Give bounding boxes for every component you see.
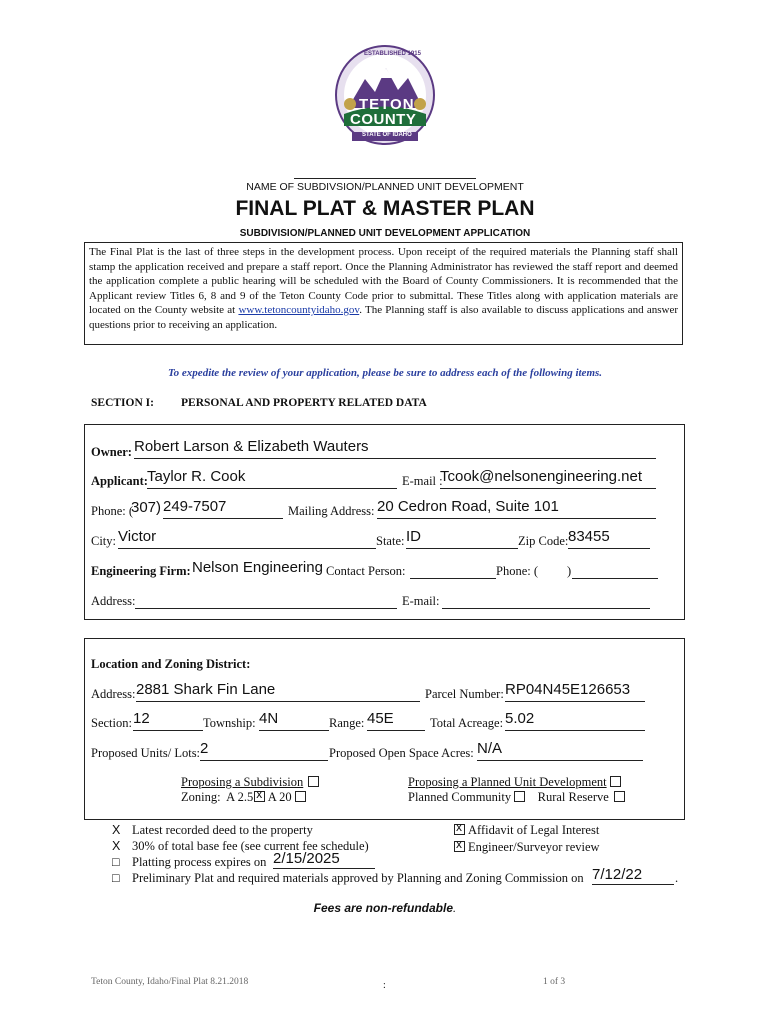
planned-community-label: Planned Community <box>408 790 512 804</box>
pud-checkbox[interactable] <box>610 776 621 787</box>
owner-label: Owner: <box>91 445 132 459</box>
a25-label: A 2.5 <box>226 790 254 804</box>
prelim-period: . <box>675 871 679 885</box>
a20-label: A 20 <box>267 790 292 804</box>
city-label: City: <box>91 534 117 548</box>
expire-checkbox[interactable]: □ <box>112 855 120 869</box>
website-link[interactable]: www.tetoncountyidaho.gov <box>238 304 360 316</box>
proposing-pud-label: Proposing a Planned Unit Development <box>408 775 621 790</box>
parcel-field[interactable]: RP04N45E126653 <box>505 681 645 702</box>
section-num-label: Section: <box>91 716 132 730</box>
state-field[interactable]: ID <box>406 528 518 549</box>
intro-box <box>84 242 683 345</box>
mailing-label: Mailing Address: <box>288 504 375 518</box>
pud-row <box>408 790 625 805</box>
affidavit-item: xAffidavit of Legal Interest <box>454 823 599 838</box>
units-field[interactable]: 2 <box>200 740 328 761</box>
engineer-item: xEngineer/Surveyor review <box>454 840 600 855</box>
prelim-checkbox[interactable]: □ <box>112 871 120 885</box>
open-space-label: Proposed Open Space Acres: <box>329 746 474 760</box>
fees-note: Fees are non-refundable. <box>313 901 457 915</box>
phone-paren: ) <box>156 499 161 516</box>
prelim-item: □ Preliminary Plat and required materials approved by Planning and Zoning Commission on <box>112 871 584 885</box>
subdivision-checkbox[interactable] <box>308 776 319 787</box>
deed-item: X Latest recorded deed to the property <box>112 823 313 837</box>
engineer-checkbox[interactable] <box>454 841 465 852</box>
expire-item: □ Platting process expires on <box>112 855 267 869</box>
parcel-label: Parcel Number: <box>425 687 504 701</box>
expedite-note: To expedite the review of your application, please be sure to address each of the following items. <box>167 367 603 379</box>
email-field[interactable]: Tcook@nelsonengineering.net <box>440 468 656 489</box>
applicant-label: Applicant: <box>91 474 148 488</box>
a25-checkbox[interactable] <box>254 791 265 802</box>
section-label: SECTION I: <box>91 397 154 409</box>
applicant-field[interactable]: Taylor R. Cook <box>147 468 397 489</box>
phone-field[interactable]: 249-7507 <box>163 498 283 519</box>
township-field[interactable]: 4N <box>259 710 329 731</box>
email2-label: E-mail: <box>402 594 440 608</box>
contact-label: Contact Person: <box>326 564 406 578</box>
eng-phone-field[interactable] <box>572 558 658 579</box>
units-label: Proposed Units/ Lots: <box>91 746 201 760</box>
zip-label: Zip Code: <box>518 534 569 548</box>
contact-field[interactable] <box>410 558 496 579</box>
prelim-field[interactable]: 7/12/22 <box>592 866 674 885</box>
acreage-field[interactable]: 5.02 <box>505 710 645 731</box>
footer-left: Teton County, Idaho/Final Plat 8.21.2018 <box>91 977 249 987</box>
section-title: PERSONAL AND PROPERTY RELATED DATA <box>181 397 427 409</box>
a20-checkbox[interactable] <box>295 791 306 802</box>
page-number: 1 of 3 <box>543 977 566 987</box>
footer-mid: : <box>383 980 386 991</box>
address-label: Address: <box>91 594 136 608</box>
page-subtitle: SUBDIVISION/PLANNED UNIT DEVELOPMENT APPLICATION <box>239 228 531 239</box>
expire-field[interactable]: 2/15/2025 <box>273 850 375 869</box>
range-label: Range: <box>329 716 365 730</box>
deed-check[interactable]: X <box>112 823 121 837</box>
zip-field[interactable]: 83455 <box>568 528 650 549</box>
zoning-row <box>181 790 306 805</box>
zoning-label: Zoning: <box>181 790 221 804</box>
eng-firm-label: Engineering Firm: <box>91 564 191 578</box>
section-num-field[interactable]: 12 <box>133 710 203 731</box>
proposing-subdivision-label: Proposing a Subdivision <box>181 775 319 790</box>
fee-check[interactable]: X <box>112 839 121 853</box>
email-label: E-mail : <box>402 474 443 488</box>
loc-address-label: Address: <box>91 687 136 701</box>
subdivision-name-label: NAME OF SUBDIVSION/PLANNED UNIT DEVELOPMENT <box>246 181 524 193</box>
mailing-field[interactable]: 20 Cedron Road, Suite 101 <box>377 498 656 519</box>
eng-firm-field[interactable]: Nelson Engineering <box>192 559 323 576</box>
intro-text-2: . The Planning staff is also available to discuss applications and answer questions prior to receiving an application. <box>89 304 678 331</box>
open-space-field[interactable]: N/A <box>477 740 643 761</box>
teton-county-logo: ESTABLISHED 1915 TETON COUNTY STATE OF IDAHO <box>330 44 440 146</box>
intro-text: The Final Plat is the last of three steps in the development process. Upon receipt of the required materials the Planning staff shall stamp the application received and prepare a staff report. Once the Planning Administrator has reviewed the staff report and deemed the application complete a public hearing will be scheduled with the Board of County Commissioners. It is recommended that the Applicant review Titles 6, 8 and 9 of the Teton County Code prior to submittal. These Titles along with application materials are located on the County website at <box>89 246 678 316</box>
page-title: FINAL PLAT & MASTER PLAN <box>235 197 535 220</box>
affidavit-checkbox[interactable] <box>454 824 465 835</box>
city-field[interactable]: Victor <box>118 528 376 549</box>
fee-item: X 30% of total base fee (see current fee schedule) <box>112 839 369 853</box>
email2-field[interactable] <box>442 588 650 609</box>
subdivision-name-line[interactable] <box>294 178 476 179</box>
phone-area-code[interactable]: 307 <box>131 499 157 516</box>
location-heading: Location and Zoning District: <box>91 657 251 671</box>
phone-label: Phone: ( <box>91 504 134 518</box>
eng-phone-paren: ) <box>567 564 572 578</box>
planned-community-checkbox[interactable] <box>514 791 525 802</box>
acreage-label: Total Acreage: <box>430 716 504 730</box>
eng-phone-label: Phone: ( <box>496 564 539 578</box>
loc-address-field[interactable]: 2881 Shark Fin Lane <box>136 681 420 702</box>
rural-reserve-checkbox[interactable] <box>614 791 625 802</box>
owner-field[interactable]: Robert Larson & Elizabeth Wauters <box>134 438 656 459</box>
address-field[interactable] <box>135 588 397 609</box>
range-field[interactable]: 45E <box>367 710 425 731</box>
rural-reserve-label: Rural Reserve <box>537 790 609 804</box>
township-label: Township: <box>203 716 256 730</box>
state-label: State: <box>376 534 405 548</box>
